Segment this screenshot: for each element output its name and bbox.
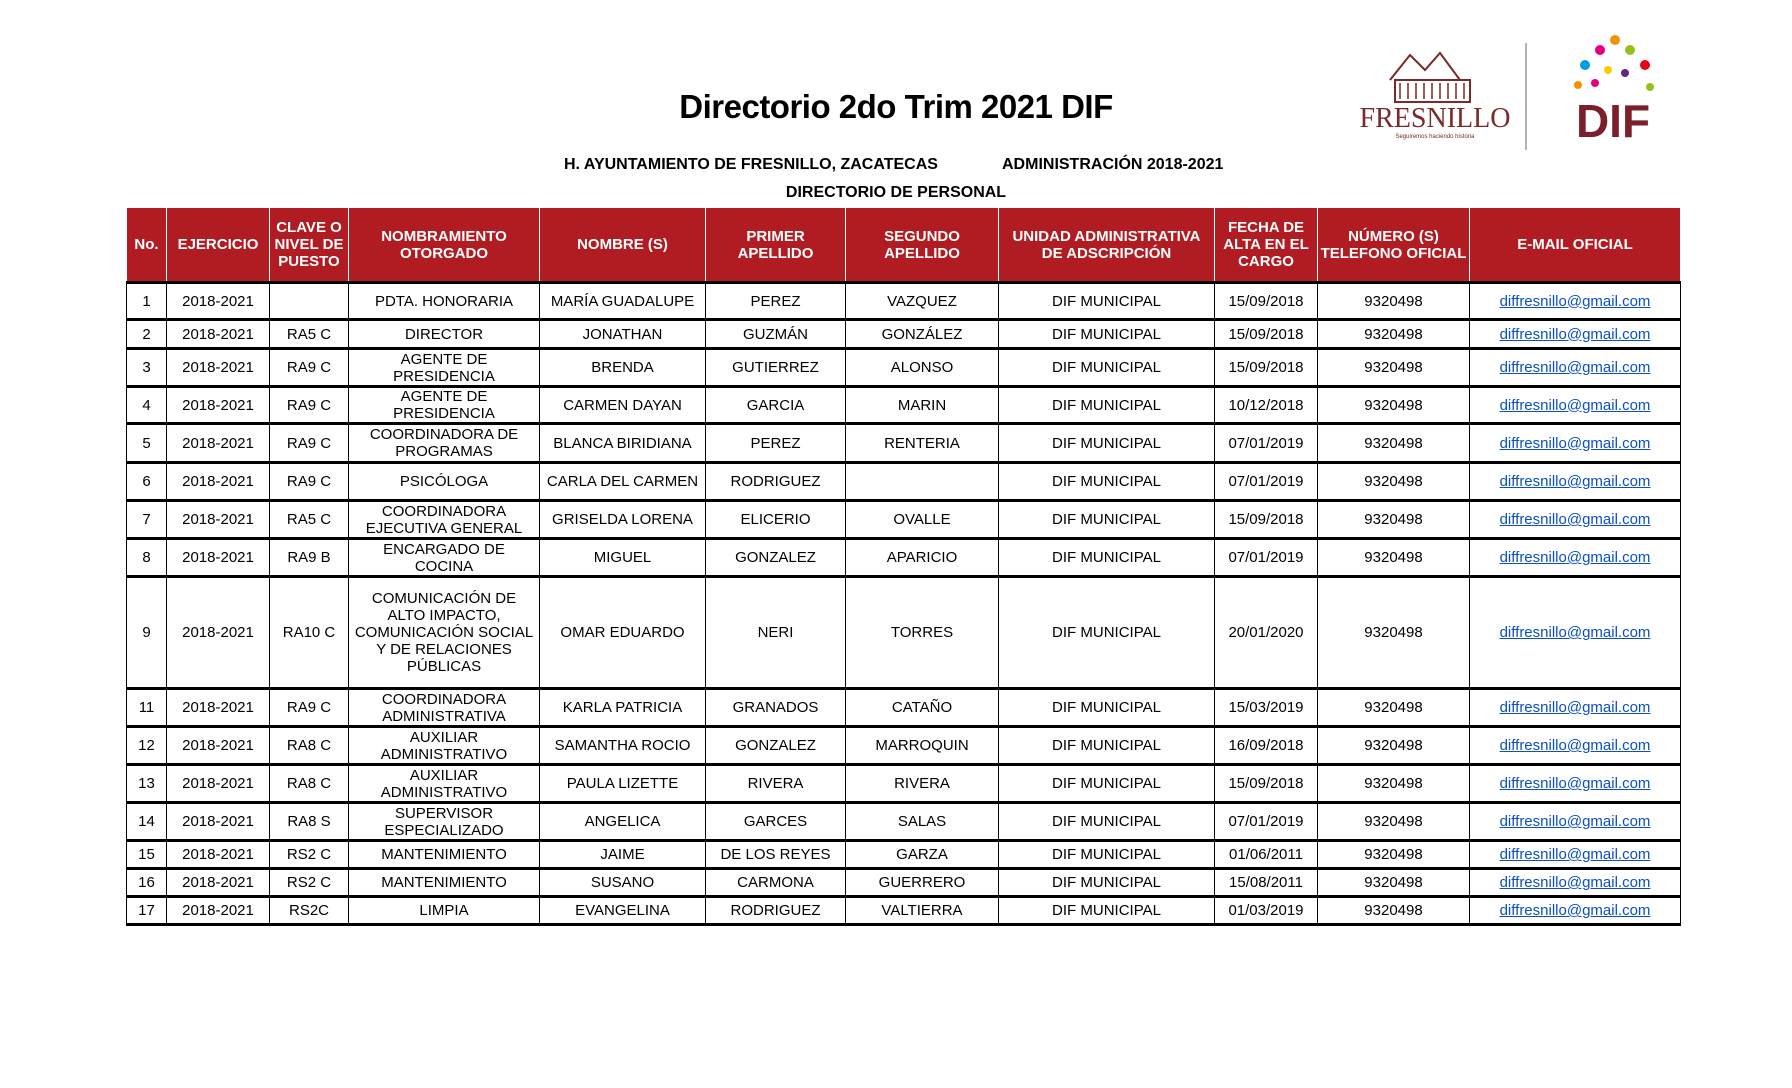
cell-unidad: DIF MUNICIPAL (999, 501, 1215, 539)
cell-unidad: DIF MUNICIPAL (999, 803, 1215, 841)
cell-no: 14 (127, 803, 167, 841)
cell-no: 6 (127, 463, 167, 501)
cell-unidad: DIF MUNICIPAL (999, 841, 1215, 869)
cell-no: 4 (127, 387, 167, 424)
cell-telefono: 9320498 (1318, 803, 1470, 841)
email-link[interactable]: diffresnillo@gmail.com (1499, 699, 1651, 716)
cell-email (1470, 424, 1681, 463)
cell-clave: RA9 B (270, 539, 349, 577)
cell-nombre: CARMEN DAYAN (540, 387, 706, 424)
cell-primer-apellido: NERI (706, 577, 846, 689)
email-link[interactable]: diffresnillo@gmail.com (1499, 292, 1651, 310)
cell-nombramiento: AGENTE DE PRESIDENCIA (349, 349, 540, 387)
dif-logo (1574, 35, 1654, 147)
cell-telefono: 9320498 (1318, 689, 1470, 727)
cell-primer-apellido: RODRIGUEZ (706, 463, 846, 501)
cell-telefono: 9320498 (1318, 424, 1470, 463)
cell-fecha-alta: 15/08/2011 (1215, 869, 1318, 897)
cell-fecha-alta: 15/09/2018 (1215, 320, 1318, 349)
table-row (127, 577, 1681, 689)
cell-nombre: ANGELICA (540, 803, 706, 841)
column-header-unidad: UNIDAD ADMINISTRATIVA DE ADSCRIPCIÓN (999, 208, 1215, 283)
cell-nombramiento: COORDINADORA DE PROGRAMAS (349, 424, 540, 463)
cell-segundo-apellido: GUERRERO (846, 869, 999, 897)
cell-telefono: 9320498 (1318, 501, 1470, 539)
cell-unidad: DIF MUNICIPAL (999, 387, 1215, 424)
email-link[interactable]: diffresnillo@gmail.com (1499, 813, 1651, 830)
cell-segundo-apellido: VALTIERRA (846, 897, 999, 925)
cell-telefono: 9320498 (1318, 387, 1470, 424)
email-link[interactable]: diffresnillo@gmail.com (1499, 775, 1651, 792)
cell-no: 16 (127, 869, 167, 897)
email-link[interactable]: diffresnillo@gmail.com (1499, 359, 1651, 376)
cell-clave: RS2 C (270, 869, 349, 897)
cell-primer-apellido: GARCES (706, 803, 846, 841)
cell-nombramiento: LIMPIA (349, 897, 540, 925)
cell-nombre: JONATHAN (540, 320, 706, 349)
cell-fecha-alta: 10/12/2018 (1215, 387, 1318, 424)
cell-no: 12 (127, 727, 167, 765)
cell-primer-apellido: GONZALEZ (706, 727, 846, 765)
cell-unidad: DIF MUNICIPAL (999, 869, 1215, 897)
cell-clave: RS2 C (270, 841, 349, 869)
cell-segundo-apellido: RIVERA (846, 765, 999, 803)
cell-unidad: DIF MUNICIPAL (999, 765, 1215, 803)
cell-nombramiento: MANTENIMIENTO (349, 869, 540, 897)
cell-ejercicio: 2018-2021 (167, 463, 270, 501)
table-row (127, 869, 1681, 897)
email-link[interactable]: diffresnillo@gmail.com (1499, 473, 1651, 490)
cell-nombre: SUSANO (540, 869, 706, 897)
table-row (127, 689, 1681, 727)
cell-primer-apellido: GUZMÁN (706, 320, 846, 349)
cell-primer-apellido: PEREZ (706, 283, 846, 320)
cell-ejercicio: 2018-2021 (167, 424, 270, 463)
cell-telefono: 9320498 (1318, 463, 1470, 501)
cell-email (1470, 387, 1681, 424)
cell-clave: RA5 C (270, 501, 349, 539)
cell-segundo-apellido: RENTERIA (846, 424, 999, 463)
column-header-telefono: NÚMERO (S) TELEFONO OFICIAL (1318, 208, 1470, 283)
column-header-fecha-alta: FECHA DE ALTA EN EL CARGO (1215, 208, 1318, 283)
cell-nombre: PAULA LIZETTE (540, 765, 706, 803)
cell-telefono: 9320498 (1318, 539, 1470, 577)
cell-segundo-apellido: ALONSO (846, 349, 999, 387)
cell-email (1470, 463, 1681, 501)
cell-fecha-alta: 07/01/2019 (1215, 424, 1318, 463)
cell-fecha-alta: 15/09/2018 (1215, 349, 1318, 387)
table-row (127, 897, 1681, 925)
table-row (127, 727, 1681, 765)
cell-nombre: MARÍA GUADALUPE (540, 283, 706, 320)
cell-ejercicio: 2018-2021 (167, 765, 270, 803)
table-row (127, 320, 1681, 349)
svg-text:FRESNILLO: FRESNILLO (1359, 103, 1511, 134)
cell-nombramiento: DIRECTOR (349, 320, 540, 349)
subtitle-directorio: DIRECTORIO DE PERSONAL (785, 184, 1007, 201)
cell-no: 13 (127, 765, 167, 803)
cell-clave: RA9 C (270, 463, 349, 501)
cell-primer-apellido: RIVERA (706, 765, 846, 803)
cell-segundo-apellido: SALAS (846, 803, 999, 841)
cell-email (1470, 577, 1681, 689)
cell-clave: RA8 C (270, 765, 349, 803)
page-title: Directorio 2do Trim 2021 DIF (679, 88, 1113, 125)
column-header-nombramiento: NOMBRAMIENTO OTORGADO (349, 208, 540, 283)
cell-nombre: SAMANTHA ROCIO (540, 727, 706, 765)
fresnillo-logo (1360, 53, 1511, 140)
cell-primer-apellido: GRANADOS (706, 689, 846, 727)
cell-clave: RA8 S (270, 803, 349, 841)
cell-segundo-apellido: APARICIO (846, 539, 999, 577)
column-header-ejercicio: EJERCICIO (167, 208, 270, 283)
cell-telefono: 9320498 (1318, 869, 1470, 897)
cell-clave: RA9 C (270, 689, 349, 727)
email-link[interactable]: diffresnillo@gmail.com (1499, 737, 1651, 754)
cell-nombre: MIGUEL (540, 539, 706, 577)
cell-ejercicio: 2018-2021 (167, 387, 270, 424)
cell-telefono: 9320498 (1318, 349, 1470, 387)
svg-text:DIF: DIF (1575, 95, 1651, 147)
table-row (127, 283, 1681, 320)
cell-fecha-alta: 07/01/2019 (1215, 463, 1318, 501)
cell-nombre: BLANCA BIRIDIANA (540, 424, 706, 463)
cell-email (1470, 283, 1681, 320)
cell-unidad: DIF MUNICIPAL (999, 727, 1215, 765)
cell-primer-apellido: CARMONA (706, 869, 846, 897)
cell-no: 15 (127, 841, 167, 869)
cell-segundo-apellido: GARZA (846, 841, 999, 869)
column-header-primer-apellido: PRIMER APELLIDO (706, 208, 846, 283)
cell-fecha-alta: 15/03/2019 (1215, 689, 1318, 727)
cell-unidad: DIF MUNICIPAL (999, 349, 1215, 387)
cell-telefono: 9320498 (1318, 727, 1470, 765)
cell-telefono: 9320498 (1318, 765, 1470, 803)
cell-email (1470, 897, 1681, 925)
table-row (127, 803, 1681, 841)
cell-ejercicio: 2018-2021 (167, 727, 270, 765)
cell-fecha-alta: 01/03/2019 (1215, 897, 1318, 925)
cell-ejercicio: 2018-2021 (167, 577, 270, 689)
table-row (127, 501, 1681, 539)
table-row (127, 463, 1681, 501)
cell-ejercicio: 2018-2021 (167, 320, 270, 349)
cell-unidad: DIF MUNICIPAL (999, 577, 1215, 689)
email-link[interactable]: diffresnillo@gmail.com (1499, 624, 1651, 641)
cell-nombramiento: AGENTE DE PRESIDENCIA (349, 387, 540, 424)
cell-ejercicio: 2018-2021 (167, 897, 270, 925)
cell-nombramiento: COMUNICACIÓN DE ALTO IMPACTO, COMUNICACIÓN SOCIAL Y DE RELACIONES PÚBLICAS (349, 577, 540, 689)
cell-no: 8 (127, 539, 167, 577)
cell-ejercicio: 2018-2021 (167, 349, 270, 387)
cell-nombre: OMAR EDUARDO (540, 577, 706, 689)
cell-primer-apellido: GONZALEZ (706, 539, 846, 577)
cell-fecha-alta: 15/09/2018 (1215, 501, 1318, 539)
column-header-nombre: NOMBRE (S) (540, 208, 706, 283)
cell-nombre: BRENDA (540, 349, 706, 387)
table-row (127, 349, 1681, 387)
cell-telefono: 9320498 (1318, 897, 1470, 925)
table-row (127, 424, 1681, 463)
cell-primer-apellido: ELICERIO (706, 501, 846, 539)
cell-nombre: KARLA PATRICIA (540, 689, 706, 727)
cell-ejercicio: 2018-2021 (167, 501, 270, 539)
cell-no: 5 (127, 424, 167, 463)
cell-unidad: DIF MUNICIPAL (999, 320, 1215, 349)
cell-email (1470, 727, 1681, 765)
cell-fecha-alta: 01/06/2011 (1215, 841, 1318, 869)
cell-email (1470, 765, 1681, 803)
email-link[interactable]: diffresnillo@gmail.com (1499, 396, 1651, 414)
email-link[interactable]: diffresnillo@gmail.com (1499, 549, 1651, 566)
cell-clave: RA8 C (270, 727, 349, 765)
cell-email (1470, 803, 1681, 841)
cell-unidad: DIF MUNICIPAL (999, 897, 1215, 925)
cell-segundo-apellido: GONZÁLEZ (846, 320, 999, 349)
cell-no: 7 (127, 501, 167, 539)
email-link[interactable]: diffresnillo@gmail.com (1499, 874, 1651, 891)
cell-ejercicio: 2018-2021 (167, 539, 270, 577)
cell-no: 1 (127, 283, 167, 320)
column-header-clave: CLAVE O NIVEL DE PUESTO (270, 208, 349, 283)
cell-nombramiento: COORDINADORA EJECUTIVA GENERAL (349, 501, 540, 539)
subtitle-ayuntamiento: H. AYUNTAMIENTO DE FRESNILLO, ZACATECAS (564, 156, 938, 173)
cell-nombramiento: ENCARGADO DE COCINA (349, 539, 540, 577)
cell-clave (270, 283, 349, 320)
cell-unidad: DIF MUNICIPAL (999, 424, 1215, 463)
cell-nombramiento: AUXILIAR ADMINISTRATIVO (349, 727, 540, 765)
subtitle-administracion: ADMINISTRACIÓN 2018-2021 (1002, 156, 1224, 173)
cell-fecha-alta: 07/01/2019 (1215, 803, 1318, 841)
email-link[interactable]: diffresnillo@gmail.com (1499, 846, 1651, 863)
cell-email (1470, 539, 1681, 577)
cell-primer-apellido: GARCIA (706, 387, 846, 424)
cell-fecha-alta: 20/01/2020 (1215, 577, 1318, 689)
cell-fecha-alta: 15/09/2018 (1215, 765, 1318, 803)
cell-nombramiento: COORDINADORA ADMINISTRATIVA (349, 689, 540, 727)
cell-no: 2 (127, 320, 167, 349)
cell-segundo-apellido: CATAÑO (846, 689, 999, 727)
email-link[interactable]: diffresnillo@gmail.com (1499, 511, 1651, 528)
cell-segundo-apellido: TORRES (846, 577, 999, 689)
cell-fecha-alta: 15/09/2018 (1215, 283, 1318, 320)
cell-email (1470, 689, 1681, 727)
cell-nombre: CARLA DEL CARMEN (540, 463, 706, 501)
cell-clave: RA5 C (270, 320, 349, 349)
cell-ejercicio: 2018-2021 (167, 841, 270, 869)
cell-primer-apellido: PEREZ (706, 424, 846, 463)
cell-nombre: GRISELDA LORENA (540, 501, 706, 539)
personnel-directory-table (126, 207, 1681, 926)
cell-no: 11 (127, 689, 167, 727)
cell-ejercicio: 2018-2021 (167, 283, 270, 320)
cell-clave: RA9 C (270, 349, 349, 387)
svg-text:Seguiremos haciendo historia: Seguiremos haciendo historia (1395, 134, 1475, 140)
cell-email (1470, 869, 1681, 897)
table-row (127, 387, 1681, 424)
table-row (127, 765, 1681, 803)
cell-primer-apellido: DE LOS REYES (706, 841, 846, 869)
cell-telefono: 9320498 (1318, 283, 1470, 320)
email-link[interactable]: diffresnillo@gmail.com (1499, 325, 1651, 343)
column-header-email: E-MAIL OFICIAL (1470, 208, 1681, 283)
cell-no: 9 (127, 577, 167, 689)
table-row (127, 841, 1681, 869)
cell-email (1470, 841, 1681, 869)
cell-nombramiento: SUPERVISOR ESPECIALIZADO (349, 803, 540, 841)
cell-unidad: DIF MUNICIPAL (999, 689, 1215, 727)
cell-clave: RS2C (270, 897, 349, 925)
cell-telefono: 9320498 (1318, 577, 1470, 689)
cell-no: 3 (127, 349, 167, 387)
cell-unidad: DIF MUNICIPAL (999, 539, 1215, 577)
cell-clave: RA10 C (270, 577, 349, 689)
cell-segundo-apellido: MARIN (846, 387, 999, 424)
email-link[interactable]: diffresnillo@gmail.com (1499, 434, 1651, 452)
cell-segundo-apellido: MARROQUIN (846, 727, 999, 765)
cell-nombramiento: MANTENIMIENTO (349, 841, 540, 869)
cell-email (1470, 320, 1681, 349)
cell-clave: RA9 C (270, 424, 349, 463)
cell-unidad: DIF MUNICIPAL (999, 463, 1215, 501)
cell-fecha-alta: 07/01/2019 (1215, 539, 1318, 577)
table-row (127, 539, 1681, 577)
column-header-segundo-apellido: SEGUNDO APELLIDO (846, 208, 999, 283)
cell-telefono: 9320498 (1318, 320, 1470, 349)
cell-primer-apellido: GUTIERREZ (706, 349, 846, 387)
cell-ejercicio: 2018-2021 (167, 689, 270, 727)
cell-email (1470, 349, 1681, 387)
cell-telefono: 9320498 (1318, 841, 1470, 869)
cell-nombre: EVANGELINA (540, 897, 706, 925)
table-header-row (127, 208, 1681, 283)
cell-primer-apellido: RODRIGUEZ (706, 897, 846, 925)
cell-nombramiento: AUXILIAR ADMINISTRATIVO (349, 765, 540, 803)
column-header-no: No. (127, 208, 167, 283)
cell-segundo-apellido (846, 463, 999, 501)
cell-fecha-alta: 16/09/2018 (1215, 727, 1318, 765)
cell-ejercicio: 2018-2021 (167, 869, 270, 897)
cell-segundo-apellido: OVALLE (846, 501, 999, 539)
cell-nombre: JAIME (540, 841, 706, 869)
cell-email (1470, 501, 1681, 539)
cell-segundo-apellido: VAZQUEZ (846, 283, 999, 320)
cell-ejercicio: 2018-2021 (167, 803, 270, 841)
cell-no: 17 (127, 897, 167, 925)
email-link[interactable]: diffresnillo@gmail.com (1499, 902, 1651, 919)
cell-nombramiento: PDTA. HONORARIA (349, 283, 540, 320)
cell-clave: RA9 C (270, 387, 349, 424)
logos (1350, 25, 1680, 155)
cell-nombramiento: PSICÓLOGA (349, 463, 540, 501)
cell-unidad: DIF MUNICIPAL (999, 283, 1215, 320)
